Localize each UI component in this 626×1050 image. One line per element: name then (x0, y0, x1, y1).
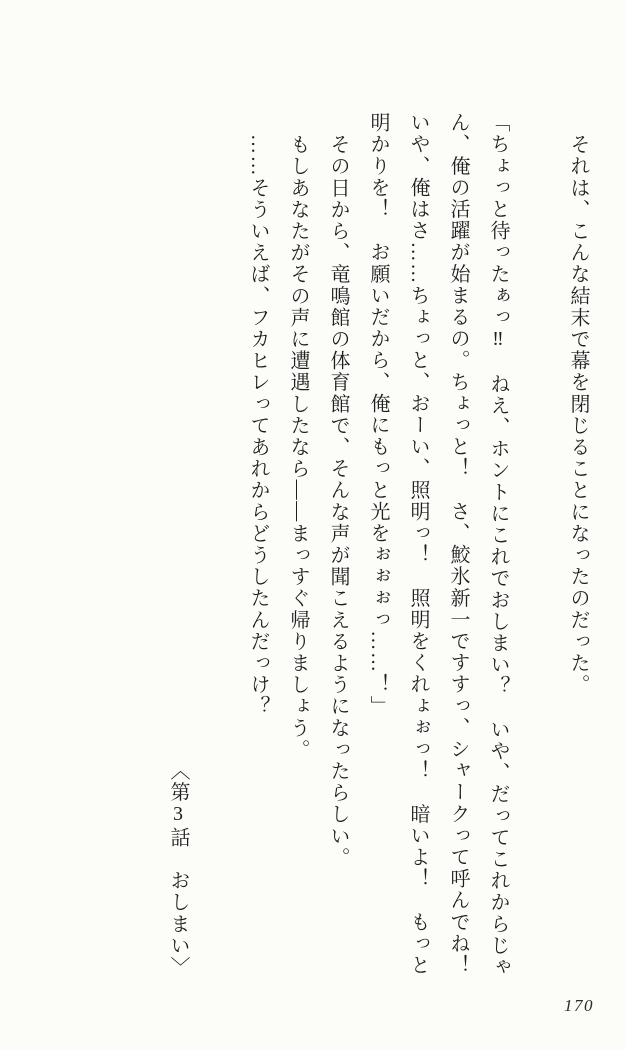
chapter-number: 3 (167, 803, 189, 827)
paragraph-narration-advice: もしあなたがその声に遭遇したなら——まっすぐ帰りましょう。 (287, 134, 309, 761)
paragraph-narration-aside: ……そういえば、フカヒレってあれからどうしたんだっけ？ (247, 134, 269, 718)
chapter-end-line (158, 112, 198, 978)
page-text (158, 112, 598, 998)
paragraph-dialogue: 「ちょっと待ったぁっ‼ ねえ、ホントにこれでおしまい？ いや、だってこれからじゃん、俺の活躍が始まるの。ちょっと！ さ、鮫氷新一ですすっ、シャークって呼んでね！ いや、俺はさ……ちょっと、おーい、照明っ！ 照明をくれょぉっ！ 暗いよ！ もっと明かりを！ お願いだから、俺にもっと光をぉぉぉっ……！」 (367, 112, 509, 998)
page-number: 170 (564, 996, 594, 1015)
chapter-end-prefix: 〈第 (167, 759, 189, 804)
paragraph-narration-aftermath: その日から、竜鳴館の体育館で、そんな声が聞こえるようになったらしい。 (327, 134, 349, 869)
chapter-end-suffix: 話 おしまい〉 (167, 826, 189, 978)
paragraph-narration-opening: それは、こんな結末で幕を閉じることになったのだった。 (567, 134, 589, 696)
